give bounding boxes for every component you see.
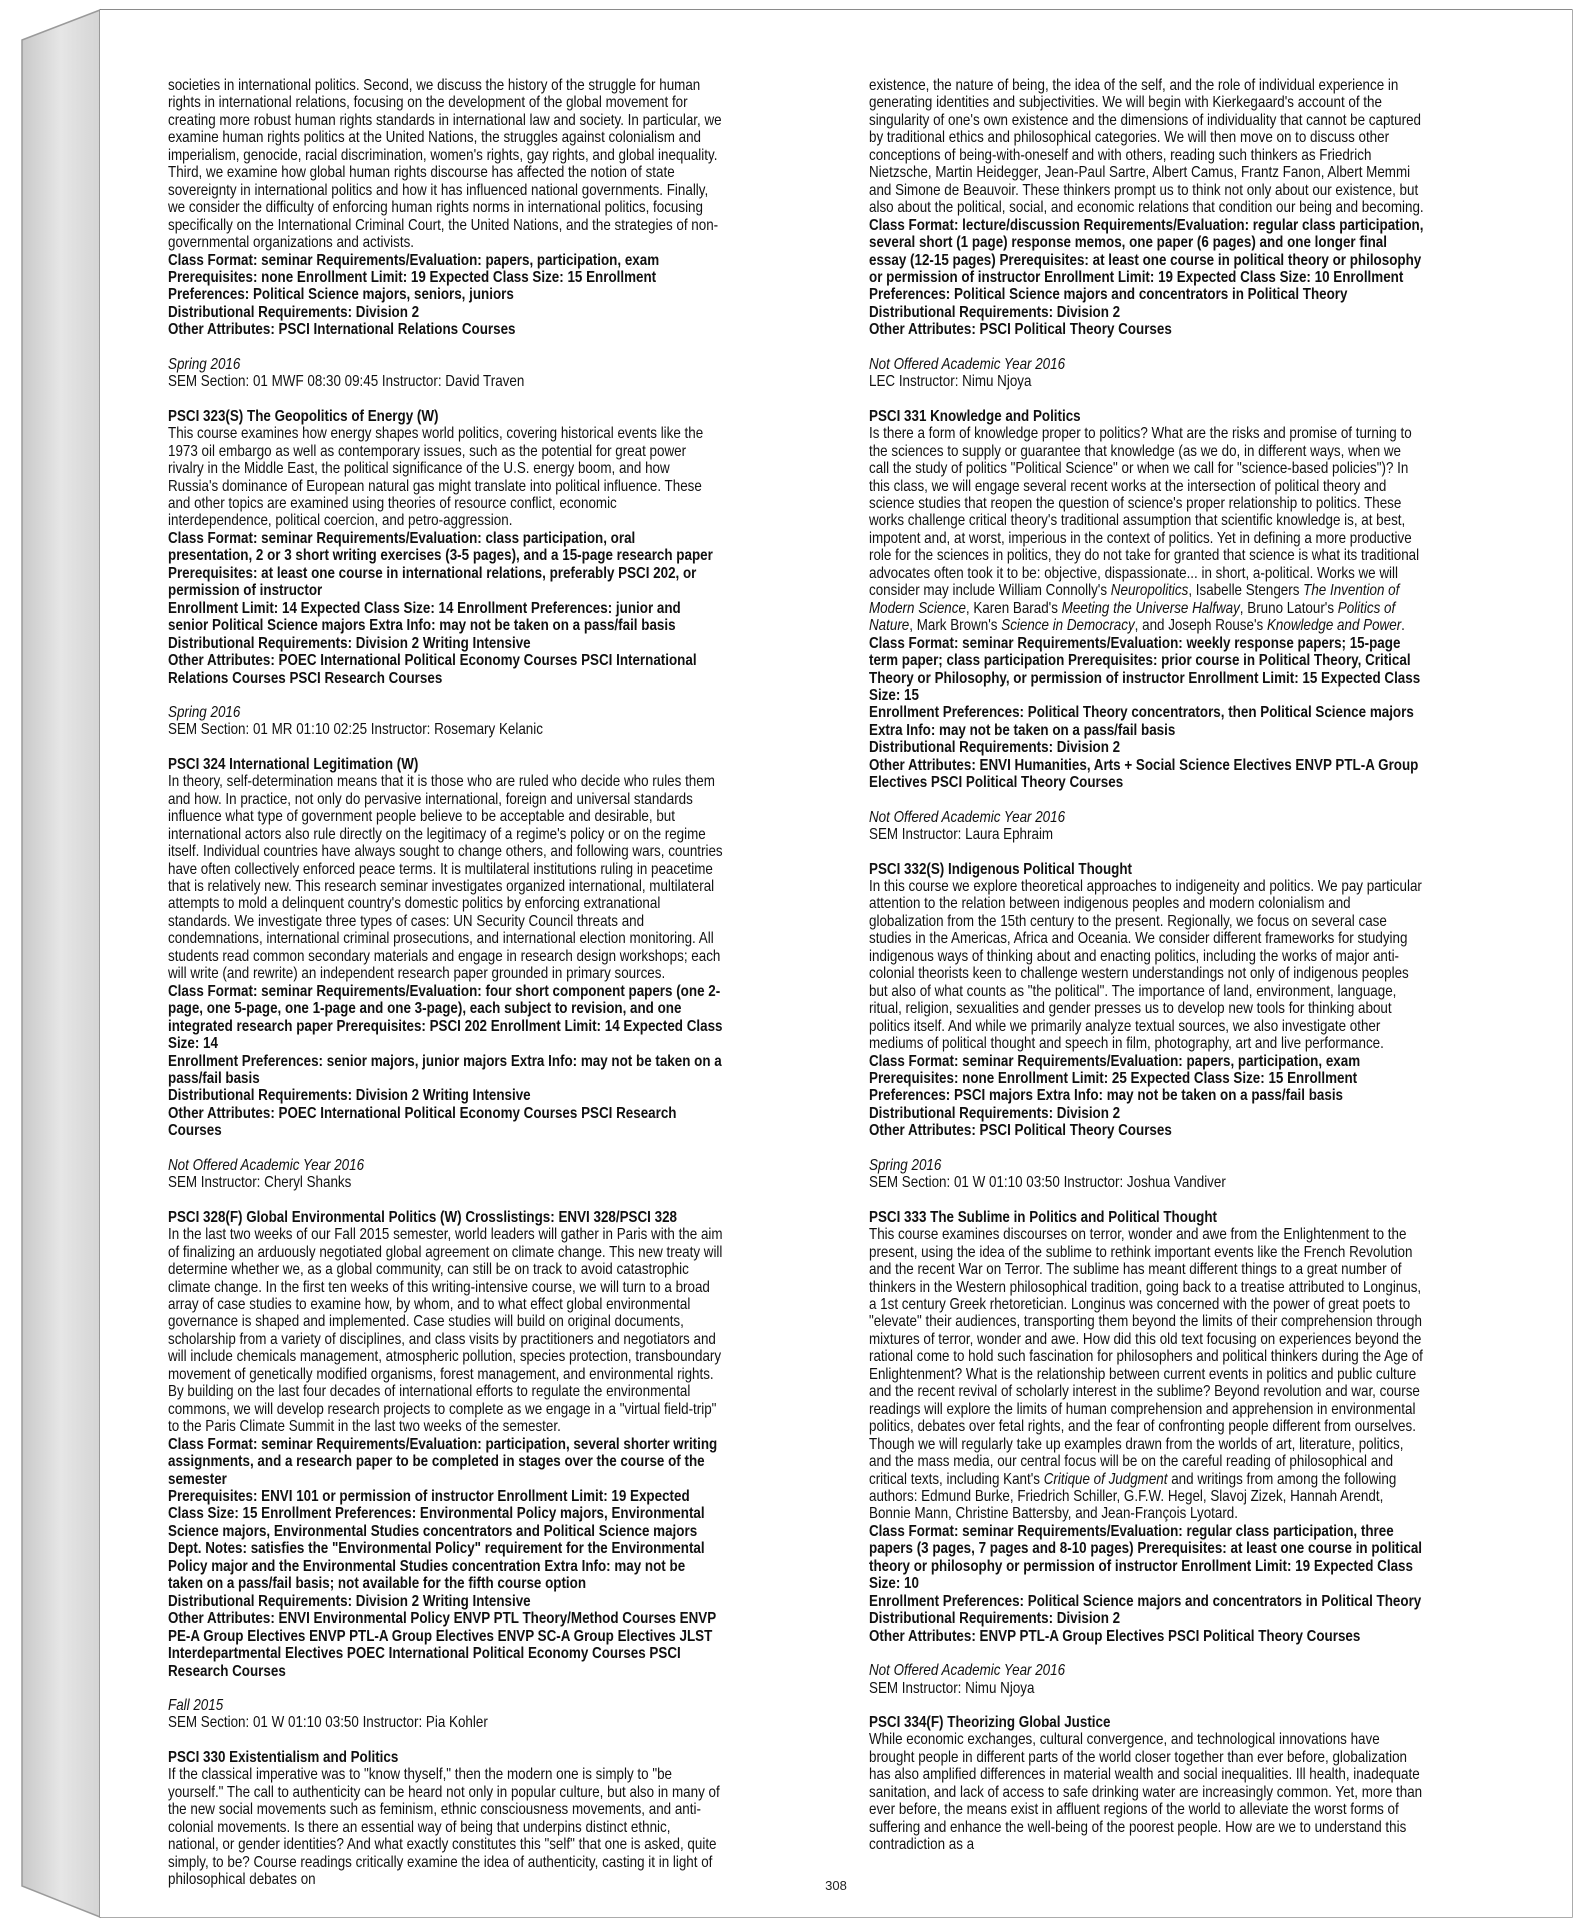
- other-attributes: Other Attributes: POEC International Political Economy Courses PSCI Research Courses: [168, 1104, 677, 1140]
- course-title: PSCI 334(F) Theorizing Global Justice: [869, 1713, 1111, 1731]
- other-attributes: Other Attributes: POEC International Political Economy Courses PSCI International Relations Courses PSCI Research Courses: [168, 652, 697, 687]
- description-text: , and Joseph Rouse's: [1134, 617, 1267, 635]
- section-info: SEM Section: 01 W 01:10 03:50 Instructor: Pia Kohler: [168, 1714, 488, 1732]
- page-number: 308: [825, 1878, 847, 1893]
- course-title: PSCI 331 Knowledge and Politics: [869, 407, 1081, 425]
- enrollment-info: Enrollment Preferences: senior majors, junior majors Extra Info: may not be taken on a pass/fail basis: [168, 1052, 722, 1088]
- course-description: existence, the nature of being, the idea of the self, and the role of individual experience in generating identities and subjectivities. We will begin with Kierkegaard's account of the singularity of one's own existence and the dimensions of individuality that cannot be captured by traditional ethics and philosophical categories. We will then move on to discuss other conceptions of being-with-oneself and with others, reading such thinkers as Friedrich Nietzsche, Martin Heidegger, Jean-Paul Sartre, Albert Camus, Frantz Fanon, Albert Memmi and Simone de Beauvoir. These thinkers prompt us to think not only about our existence, but also about the political, social, and economic relations that condition our being and becoming.: [869, 77, 1424, 217]
- other-attributes: Other Attributes: ENVI Humanities, Arts + Social Science Electives ENVP PTL-A Group Electives PSCI Political Theory Courses: [869, 756, 1419, 792]
- distributional-requirements: Distributional Requirements: Division 2: [168, 303, 420, 321]
- other-attributes: Other Attributes: ENVP PTL-A Group Electives PSCI Political Theory Courses: [869, 1627, 1361, 1645]
- book-title: Knowledge and Power: [1266, 617, 1402, 635]
- description-text: , Isabelle Stengers: [1188, 582, 1304, 600]
- class-format: Class Format: seminar Requirements/Evaluation: papers, participation, exam: [869, 1052, 1361, 1070]
- description-text: This course examines discourses on terror, wonder and awe from the Enlightenment to the present, using the idea of the sublime to rethink important events like the French Revolution and the recent War on Terror. The sublime has meant different things to a great number of thinkers in the Western philosophical tradition, going back to a treatise attributed to Longinus, a 1st century Greek rhetoretician. Longinus was concerned with the power of great poets to "elevate" their audiences, transporting them beyond the limits of their comprehension through mixtures of terror, wonder and awe. How did this old text focusing on experiences beyond the rational come to hold such fascination for philosophers and political thinkers during the Age of Enlightenment? What is the relationship between current events in politics and public culture and the recent revival of scholarly interest in the sublime? Beyond revolution and war, course readings will explore the limits of human comprehension and apprehension in environmental politics, debates over fetal rights, and the fear of confronting people different from ourselves. Though we will regularly take up examples drawn from the worlds of art, literature, politics, and the mass media, our central focus will be on the careful reading of philosophical and critical texts, including Kant's: [869, 1226, 1423, 1488]
- description-text: , Bruno Latour's: [1239, 599, 1338, 617]
- left-column: [168, 77, 723, 1889]
- enrollment-info: Enrollment Preferences: Political Theory concentrators, then Political Science majors: [869, 704, 1414, 722]
- term-label: Spring 2016: [168, 703, 241, 721]
- distributional-requirements: Distributional Requirements: Division 2: [869, 1104, 1121, 1122]
- class-format: Class Format: lecture/discussion Requirements/Evaluation: regular class participation, several short (1 page) response memos, one paper (6 pages) and one longer final essay (12-15 pages) Prerequisites: at least one course in political theory or philosophy or permission of instructor Enrollment Limit: 19 Expected Class Size: 10 Enrollment Preferences: Political Science majors and concentrators in Political Theory: [869, 216, 1424, 304]
- distributional-requirements: Distributional Requirements: Division 2: [869, 1610, 1121, 1628]
- course-description: In the last two weeks of our Fall 2015 semester, world leaders will gather in Paris with the aim of finalizing an arduously negotiated global agreement on climate change. This new treaty will determine whether we, as a global community, can still be on track to avoid catastrophic climate change. In the first ten weeks of this writing-intensive course, we will turn to a broad array of case studies to examine how, by whom, and to what effect global environmental governance is shaped and implemented. Case studies will build on original documents, scholarship from a variety of disciplines, and class visits by practitioners and negotiators and will include chemicals management, atmospheric pollution, species protection, transboundary movement of genetically modified organisms, forest management, and environmental rights. By building on the last four decades of international efforts to regulate the environmental commons, we will develop research projects to complete as we engage in a "virtual field-trip" to the Paris Climate Summit in the last two weeks of the semester.: [168, 1226, 723, 1436]
- course-title: PSCI 323(S) The Geopolitics of Energy (W): [168, 407, 439, 425]
- prerequisites: Prerequisites: ENVI 101 or permission of instructor Enrollment Limit: 19 Expected Class Size: 15 Enrollment Preferences: Environmental Policy majors, Environmental Science majors, Environmental Studies concentrators and Political Science majors Dept. Notes: satisfies the "Environmental Policy" requirement for the Environmental Policy major and the Environmental Studies concentration Extra Info: may not be taken on a pass/fail basis; not available for the fifth course option: [168, 1487, 705, 1593]
- extra-info: Extra Info: may not be taken on a pass/fail basis: [869, 721, 1176, 739]
- distributional-requirements: Distributional Requirements: Division 2 Writing Intensive: [168, 1087, 531, 1105]
- catalog-page: [100, 10, 1572, 1917]
- book-title: Meeting the Universe Halfway: [1061, 599, 1240, 617]
- course-title: PSCI 332(S) Indigenous Political Thought: [869, 860, 1133, 878]
- distributional-requirements: Distributional Requirements: Division 2 Writing Intensive: [168, 1592, 531, 1610]
- course-description: societies in international politics. Second, we discuss the history of the struggle for human rights in international relations, focusing on the development of the global movement for creating more robust human rights standards in international law and society. In particular, we examine human rights politics at the United Nations, the struggles against colonialism and imperialism, genocide, racial discrimination, women's rights, gay rights, and global inequality. Third, we examine how global human rights discourse has affected the notion of state sovereignty in international politics and how it has influenced national governments. Finally, we consider the difficulty of enforcing human rights norms in international politics, focusing specifically on the International Criminal Court, the United Nations, and the strategies of non-governmental organizations and activists.: [168, 77, 722, 252]
- section-info: SEM Instructor: Cheryl Shanks: [168, 1174, 352, 1192]
- section-info: SEM Section: 01 MR 01:10 02:25 Instructor: Rosemary Kelanic: [168, 721, 543, 739]
- class-format: [168, 252, 723, 269]
- section-info: SEM Instructor: Nimu Njoya: [869, 1679, 1035, 1697]
- course-title: PSCI 324 International Legitimation (W): [168, 755, 419, 773]
- distributional-requirements: Distributional Requirements: Division 2: [869, 739, 1121, 757]
- enrollment-info: Enrollment Preferences: Political Science majors and concentrators in Political Theory: [869, 1592, 1422, 1610]
- description-text: and writings from among the following authors: Edmund Burke, Friedrich Schiller, G.F.W. Hegel, Slavoj Zizek, Hannah Arendt, Bonnie Mann, Christine Battersby, and Jean-François Lyotard.: [869, 1470, 1397, 1523]
- course-description: If the classical imperative was to "know thyself," then the modern one is simply to "be yourself." The call to authenticity can be heard not only in popular culture, but also in many of the new social movements such as feminism, ethnic consciousness movements, and anti-colonial movements. Is there an essential way of being that underpins distinct ethnic, national, or gender identities? And what exactly constitutes this "self" that one is asked, quite simply, to be? Course readings critically examine the idea of authenticity, casting it in light of philosophical debates on: [168, 1766, 720, 1889]
- course-description: This course examines how energy shapes world politics, covering historical events like the 1973 oil embargo as well as contemporary issues, such as the potential for great power rivalry in the Middle East, the political significance of the U.S. energy boom, and how Russia's dominance of European natural gas might translate into political influence. These and other topics are examined using theories of resource conflict, economic interdependence, political coercion, and petro-aggression.: [168, 425, 704, 530]
- book-title: Politics of Nature: [869, 599, 1396, 635]
- class-format: Class Format: seminar Requirements/Evaluation: regular class participation, three papers (3 pages, 7 pages and 8-10 pages) Prerequisites: at least one course in political theory or philosophy or permission of instructor Enrollment Limit: 19 Expected Class Size: 10: [869, 1522, 1423, 1593]
- book-title: Science in Democracy: [1001, 617, 1135, 635]
- description-text: , Karen Barad's: [965, 599, 1062, 617]
- term-label: Not Offered Academic Year 2016: [168, 1156, 365, 1174]
- book-title: Critique of Judgment: [1043, 1470, 1168, 1488]
- course-description: [869, 425, 1424, 634]
- other-attributes: Other Attributes: ENVI Environmental Policy ENVP PTL Theory/Method Courses ENVP PE-A Group Electives ENVP PTL-A Group Electives ENVP SC-A Group Electives JLST Interdepartmental Electives POEC International Political Economy Courses PSCI Research Courses: [168, 1610, 716, 1680]
- prerequisites: Prerequisites: none Enrollment Limit: 25 Expected Class Size: 15 Enrollment Preferences: PSCI majors Extra Info: may not be taken on a pass/fail basis: [869, 1070, 1358, 1105]
- class-format: Class Format: seminar Requirements/Evaluation: four short component papers (one 2-page, one 5-page, one 1-page and one 3-page), each subject to revision, and one integrated research paper Prerequisites: PSCI 202 Enrollment Limit: 14 Expected Class Size: 14: [168, 982, 723, 1053]
- other-attributes: Other Attributes: PSCI Political Theory Courses: [869, 321, 1172, 339]
- section-info: SEM Instructor: Laura Ephraim: [869, 826, 1054, 844]
- distributional-requirements: Distributional Requirements: Division 2: [869, 303, 1121, 321]
- book-title: Neuropolitics: [1110, 582, 1189, 600]
- course-description: While economic exchanges, cultural convergence, and technological innovations have brought people in different parts of the world closer together than ever before, globalization has also amplified differences in material wealth and social inequalities. Ill health, inadequate sanitation, and lack of access to safe drinking water are increasingly common. Yet, more than ever before, the means exist in affluent regions of the world to alleviate the worst forms of suffering and enhance the well-being of the poorest people. How are we to understand this contradiction as a: [869, 1731, 1423, 1854]
- distributional-requirements: Distributional Requirements: Division 2 Writing Intensive: [168, 634, 531, 652]
- section-info: SEM Section: 01 W 01:10 03:50 Instructor: Joshua Vandiver: [869, 1174, 1226, 1192]
- other-attributes: Other Attributes: PSCI International Relations Courses: [168, 321, 516, 339]
- term-label: Spring 2016: [168, 355, 241, 373]
- term-label: Spring 2016: [869, 1156, 942, 1174]
- course-description: In this course we explore theoretical approaches to indigeneity and politics. We pay particular attention to the relation between indigenous peoples and modern colonialism and globalization from the 15th century to the present. Regionally, we focus on several case studies in the Americas, Africa and Oceania. We consider different frameworks for studying indigenous ways of thinking about and enacting politics, including the works of major anti-colonial theorists keen to challenge western understandings not only of indigenous peoples but also of what counts as "the political". The importance of land, environment, language, ritual, religion, sexualities and gender presses us to develop new tools for thinking about politics itself. And while we primarily analyze textual sources, we also investigate other mediums of political thought and speech in film, photography, art and live performance.: [869, 878, 1422, 1053]
- enrollment-info: Enrollment Limit: 14 Expected Class Size: 14 Enrollment Preferences: junior and senior Political Science majors Extra Info: may not be taken on a pass/fail basis: [168, 599, 681, 635]
- description-text: .: [1401, 617, 1405, 635]
- book-title: The Invention of Modern Science: [869, 582, 1400, 617]
- right-column: [869, 77, 1424, 1854]
- course-description: In theory, self-determination means that it is those who are ruled who decide who rules them and how. In practice, not only do pervasive international, foreign and universal standards influence what type of government people believe to be acceptable and desirable, but international actors also rule directly on the legitimacy of a regime's policy or on the regime itself. Individual countries have always sought to change others, and following wars, countries have often collectively enforced peace terms. It is multilateral institutions ruling in peacetime that is relatively new. This research seminar investigates organized international, multilateral attempts to mold a delinquent country's domestic politics by enforcing extranational standards. We investigate three types of cases: UN Security Council threats and condemnations, international criminal prosecutions, and international election monitoring. All students read common secondary materials and engage in research design workshops; each will write (and rewrite) an independent research paper grounded in primary sources.: [168, 773, 723, 983]
- class-format: Class Format: seminar Requirements/Evaluation: class participation, oral presentation, 2 or 3 short writing exercises (3-5 pages), and a 15-page research paper Prerequisites: at least one course in international relations, preferably PSCI 202, or permission of instructor: [168, 529, 713, 600]
- course-title: PSCI 330 Existentialism and Politics: [168, 1748, 399, 1766]
- description-text: Is there a form of knowledge proper to politics? What are the risks and promise of turning to the sciences to supply or guarantee that knowledge (as we do, in different ways, when we call the study of politics "Political Science" or when we call for "science-based policies")? In this class, we will engage several recent works at the intersection of political theory and science studies that reopen the question of science's proper relationship to politics. These works challenge critical theory's traditional assumption that scientific knowledge is, at best, impotent and, at worst, imperious in the context of politics. Yet in defining a more productive role for the sciences in politics, they do not take for granted that science is what its traditional advocates often took it to be: objective, dispassionate... in short, a-political. Works we will consider may include William Connolly's: [869, 425, 1420, 600]
- class-format: Class Format: seminar Requirements/Evaluation: weekly response papers; 15-page term paper; class participation Prerequisites: prior course in Political Theory, Critical Theory or Philosophy, or permission of instructor Enrollment Limit: 15 Expected Class Size: 15: [869, 634, 1421, 704]
- term-label: Not Offered Academic Year 2016: [869, 355, 1066, 373]
- term-label: Fall 2015: [168, 1696, 224, 1714]
- course-description: [869, 1226, 1424, 1523]
- prerequisites: Prerequisites: none Enrollment Limit: 19 Expected Class Size: 15 Enrollment Preferences: Political Science majors, seniors, juniors: [168, 268, 657, 304]
- course-title: PSCI 333 The Sublime in Politics and Political Thought: [869, 1208, 1217, 1226]
- term-label: Not Offered Academic Year 2016: [869, 808, 1066, 826]
- description-text: , Mark Brown's: [909, 617, 1002, 635]
- format-line: Class Format: seminar Requirements/Evaluation: papers, participation, exam: [168, 251, 660, 269]
- class-format: Class Format: seminar Requirements/Evaluation: participation, several shorter writing assignments, and a research paper to be completed in stages over the course of the semester: [168, 1435, 718, 1488]
- section-info: LEC Instructor: Nimu Njoya: [869, 373, 1032, 391]
- other-attributes: Other Attributes: PSCI Political Theory Courses: [869, 1122, 1172, 1140]
- course-title: PSCI 328(F) Global Environmental Politics (W) Crosslistings: ENVI 328/PSCI 328: [168, 1208, 677, 1226]
- section-info: SEM Section: 01 MWF 08:30 09:45 Instructor: David Traven: [168, 373, 525, 391]
- term-label: Not Offered Academic Year 2016: [869, 1662, 1066, 1680]
